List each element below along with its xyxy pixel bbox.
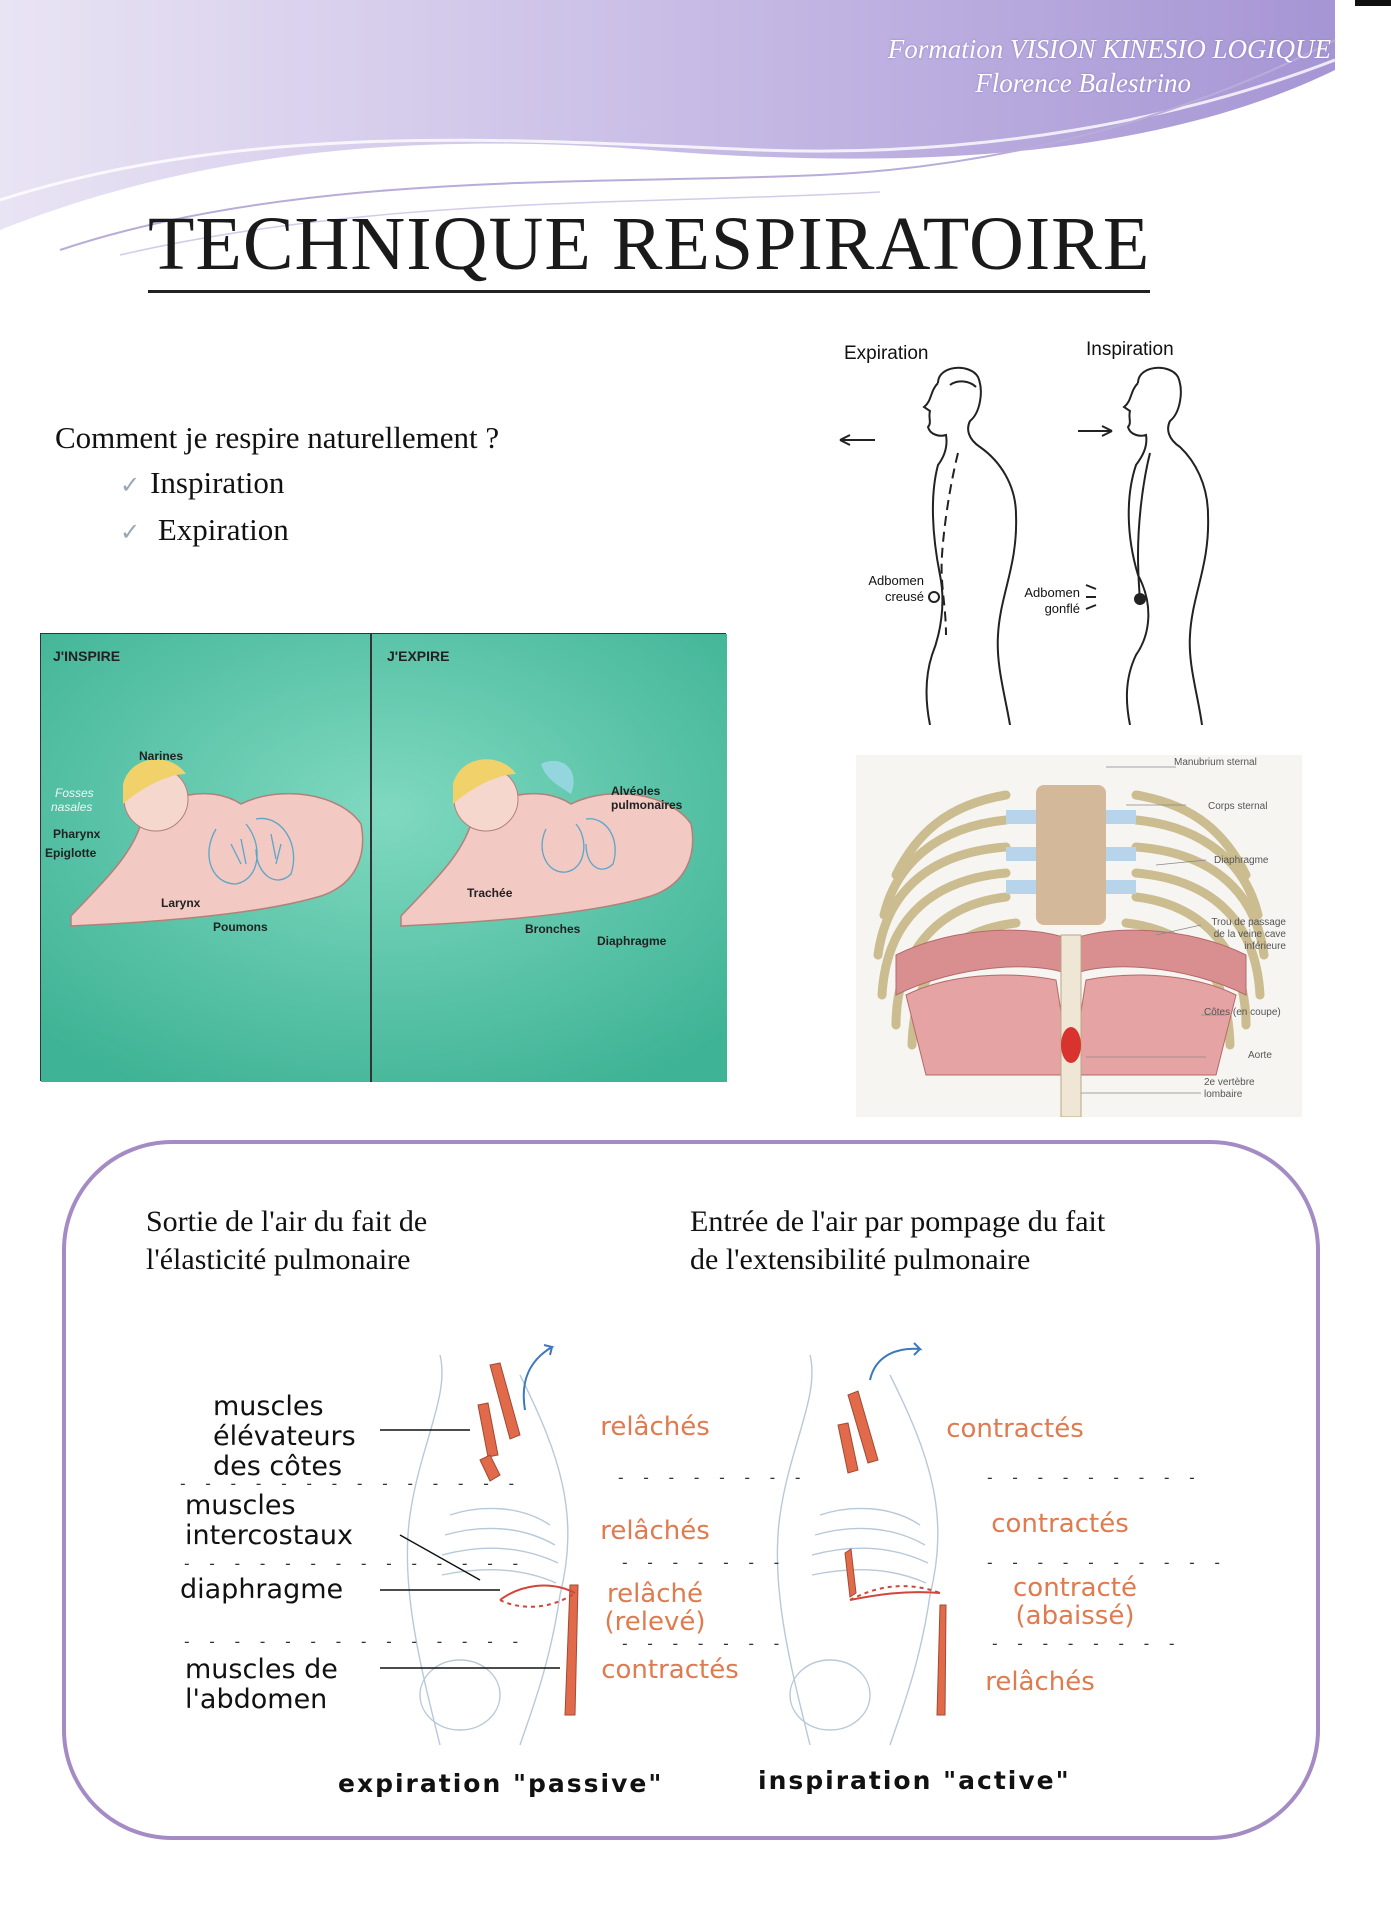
muscle-line: l'abdomen xyxy=(185,1684,328,1715)
separator: - - - - - - - - - - - - - - xyxy=(182,1554,524,1573)
panel-title-inspire: J'INSPIRE xyxy=(53,648,121,664)
expiration-abdomen-note xyxy=(832,573,924,605)
bullet-label: Inspiration xyxy=(150,465,285,500)
heading-line: l'élasticité pulmonaire xyxy=(146,1243,411,1276)
label-alveoles: Alvéoles xyxy=(611,784,661,798)
label-line: inférieure xyxy=(1244,941,1286,952)
page-title: TECHNIQUE RESPIRATOIRE xyxy=(148,200,1150,293)
lying-illustration xyxy=(41,634,727,1082)
bullet-inspiration xyxy=(120,465,284,501)
label-manubrium: Manubrium sternal xyxy=(1174,757,1257,768)
state-line: contracté xyxy=(1013,1573,1137,1603)
state-inspiration-diaphragme xyxy=(995,1574,1155,1630)
muscle-line: des côtes xyxy=(213,1451,343,1482)
bullet-expiration xyxy=(120,512,289,548)
profile-breathing-figure xyxy=(820,335,1220,725)
inspiration-heading xyxy=(690,1203,1105,1279)
label-diaphragme: Diaphragme xyxy=(597,934,667,948)
label-epiglotte: Epiglotte xyxy=(45,846,97,860)
note-line: Adbomen xyxy=(1024,585,1080,600)
formation-title: Formation VISION KINESIO LOGIQUE xyxy=(887,34,1331,64)
formation-credit xyxy=(888,32,1331,100)
muscle-label-abdomen xyxy=(185,1655,338,1715)
separator: - - - - - - - - - - xyxy=(985,1553,1226,1572)
separator: - - - - - - - - xyxy=(990,1634,1180,1653)
state-expiration-elevateurs: relâchés xyxy=(600,1412,710,1442)
state-expiration-intercostaux: relâchés xyxy=(600,1516,710,1546)
label-trou-passage xyxy=(1204,917,1286,953)
state-inspiration-abdomen: relâchés xyxy=(985,1667,1095,1697)
note-line: creusé xyxy=(884,589,924,604)
check-icon: ✓ xyxy=(120,520,141,546)
formation-author: Florence Balestrino xyxy=(975,68,1191,98)
label-larynx: Larynx xyxy=(161,896,201,910)
label-bronches: Bronches xyxy=(525,922,581,936)
panel-title-expire: J'EXPIRE xyxy=(387,648,450,664)
inspiration-title: Inspiration xyxy=(1086,339,1174,360)
label-diaphragme-rib: Diaphragme xyxy=(1214,855,1269,866)
separator: - - - - - - - - - - - - - - xyxy=(178,1474,520,1493)
heading-line: Entrée de l'air par pompage du fait xyxy=(690,1205,1106,1238)
label-line: 2e vertèbre xyxy=(1204,1077,1255,1088)
lying-breathing-figure xyxy=(40,633,726,1081)
muscle-line: élévateurs xyxy=(213,1421,356,1452)
note-line: Adbomen xyxy=(868,573,924,588)
muscle-line: muscles xyxy=(213,1391,324,1422)
muscle-label-elevateurs xyxy=(213,1392,356,1482)
inspiration-abdomen-note xyxy=(1012,585,1080,617)
label-pulmonaires: pulmonaires xyxy=(611,798,683,812)
state-line: (relevé) xyxy=(604,1607,706,1637)
separator: - - - - - - - - xyxy=(616,1468,806,1487)
profile-silhouettes xyxy=(820,335,1220,725)
check-icon: ✓ xyxy=(120,473,141,499)
state-expiration-diaphragme xyxy=(580,1580,730,1636)
state-line: (abaissé) xyxy=(1015,1601,1135,1631)
label-line: lombaire xyxy=(1204,1089,1243,1100)
caption-inspiration-active: inspiration "active" xyxy=(758,1766,1071,1795)
ribcage-figure xyxy=(856,755,1302,1117)
muscle-line: intercostaux xyxy=(185,1520,353,1551)
state-inspiration-elevateurs: contractés xyxy=(946,1414,1084,1444)
heading-line: Sortie de l'air du fait de xyxy=(146,1205,428,1238)
label-pharynx: Pharynx xyxy=(53,827,101,841)
label-narines: Narines xyxy=(139,749,184,763)
note-line: gonflé xyxy=(1044,601,1080,616)
label-trachee: Trachée xyxy=(467,886,513,900)
label-poumons: Poumons xyxy=(213,920,268,934)
label-corps-sternal: Corps sternal xyxy=(1208,801,1268,812)
expiration-title: Expiration xyxy=(844,343,929,364)
muscle-label-diaphragme: diaphragme xyxy=(180,1574,344,1605)
label-line: Trou de passage xyxy=(1211,917,1286,928)
bullet-label: Expiration xyxy=(157,512,289,547)
muscle-line: muscles xyxy=(185,1490,296,1521)
separator: - - - - - - - xyxy=(620,1553,785,1572)
separator: - - - - - - - - - - - - - - xyxy=(182,1632,524,1651)
label-cotes: Côtes (en coupe) xyxy=(1204,1007,1281,1018)
intro-question: Comment je respire naturellement ? xyxy=(55,420,500,455)
caption-expiration-passive: expiration "passive" xyxy=(338,1769,664,1798)
separator: - - - - - - - - - xyxy=(985,1468,1200,1487)
label-vertebre xyxy=(1204,1077,1255,1101)
heading-line: de l'extensibilité pulmonaire xyxy=(690,1243,1031,1276)
state-inspiration-intercostaux: contractés xyxy=(991,1509,1129,1539)
expiration-heading xyxy=(146,1203,427,1279)
label-nasales: nasales xyxy=(51,800,93,814)
label-fosses: Fosses xyxy=(55,786,94,800)
state-expiration-abdomen: contractés xyxy=(601,1655,739,1685)
label-line: de la veine cave xyxy=(1213,929,1286,940)
label-aorte: Aorte xyxy=(1248,1050,1272,1061)
state-line: relâché xyxy=(606,1579,704,1609)
muscle-label-intercostaux xyxy=(185,1491,353,1551)
separator: - - - - - - - xyxy=(620,1634,785,1653)
muscle-line: muscles de xyxy=(185,1654,338,1685)
